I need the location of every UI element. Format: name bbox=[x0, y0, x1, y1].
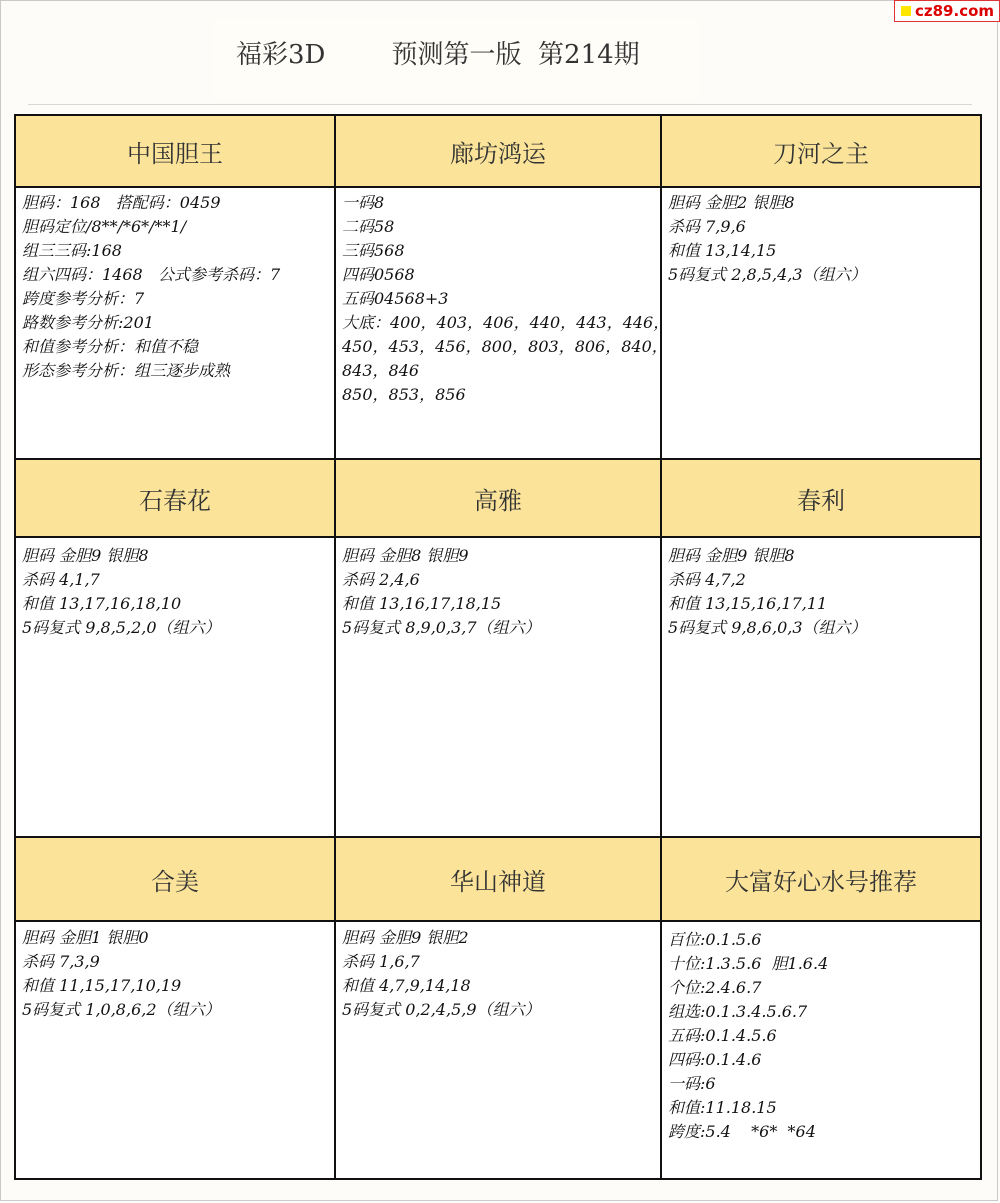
content-line: 路数参考分析:201 bbox=[22, 313, 154, 332]
cell-zhongguo-danwang bbox=[16, 116, 336, 460]
content-line: 胆码定位/8**/*6*/**1/ bbox=[22, 217, 187, 236]
cell-title: 石春花 bbox=[16, 460, 334, 538]
content-line: 组选:0.1.3.4.5.6.7 bbox=[668, 1002, 808, 1021]
site-watermark[interactable] bbox=[894, 0, 1000, 22]
cell-title: 刀河之主 bbox=[662, 116, 980, 188]
content-line: 跨度:5.4 *6* *64 bbox=[668, 1122, 816, 1141]
content-line: 大底：400，403，406，440，443，446， bbox=[342, 313, 670, 332]
cell-title: 合美 bbox=[16, 838, 334, 922]
content-line: 和值 13,15,16,17,11 bbox=[668, 594, 828, 613]
cell-chunli bbox=[662, 460, 980, 838]
content-line: 杀码 1,6,7 bbox=[342, 952, 420, 971]
content-line: 十位:1.3.5.6 胆1.6.4 bbox=[668, 954, 829, 973]
content-line: 胆码 金胆9 银胆2 bbox=[342, 928, 469, 947]
content-line: 四码0568 bbox=[342, 265, 415, 284]
content-line: 5码复式 0,2,4,5,9（组六） bbox=[342, 1000, 541, 1019]
content-line: 个位:2.4.6.7 bbox=[668, 978, 762, 997]
cell-huashan-shendao bbox=[336, 838, 662, 1178]
content-line: 杀码 2,4,6 bbox=[342, 570, 420, 589]
content-line: 和值 4,7,9,14,18 bbox=[342, 976, 471, 995]
content-line: 5码复式 2,8,5,4,3（组六） bbox=[668, 265, 867, 284]
cell-content bbox=[342, 544, 656, 640]
content-line: 和值 13,14,15 bbox=[668, 241, 777, 260]
content-line: 5码复式 9,8,5,2,0（组六） bbox=[22, 618, 221, 637]
cell-content bbox=[668, 928, 976, 1144]
content-line: 组三三码:168 bbox=[22, 241, 122, 260]
cell-hemei bbox=[16, 838, 336, 1178]
content-line: 和值参考分析：和值不稳 bbox=[22, 337, 199, 356]
content-line: 一码8 bbox=[342, 193, 385, 212]
content-line: 四码:0.1.4.6 bbox=[668, 1050, 762, 1069]
cell-daohe-zhizhu bbox=[662, 116, 980, 460]
cell-langfang-hongyun bbox=[336, 116, 670, 460]
content-line: 跨度参考分析：7 bbox=[22, 289, 145, 308]
content-line: 杀码 4,7,2 bbox=[668, 570, 746, 589]
cell-shi-chunhua bbox=[16, 460, 336, 838]
content-line: 组六四码：1468 公式参考杀码：7 bbox=[22, 265, 281, 284]
header-divider bbox=[28, 104, 972, 105]
cell-content bbox=[668, 191, 976, 287]
watermark-square-icon bbox=[901, 6, 911, 16]
cell-content bbox=[22, 544, 330, 640]
cell-title: 春利 bbox=[662, 460, 980, 538]
content-line: 一码:6 bbox=[668, 1074, 716, 1093]
prediction-grid bbox=[14, 114, 982, 1180]
content-line: 和值 11,15,17,10,19 bbox=[22, 976, 182, 995]
cell-dafu-haoxinshui bbox=[662, 838, 980, 1178]
content-line: 百位:0.1.5.6 bbox=[668, 930, 762, 949]
content-line: 5码复式 1,0,8,6,2（组六） bbox=[22, 1000, 221, 1019]
content-line: 杀码 7,9,6 bbox=[668, 217, 746, 236]
content-line: 形态参考分析：组三逐步成熟 bbox=[22, 361, 231, 380]
content-line: 5码复式 8,9,0,3,7（组六） bbox=[342, 618, 541, 637]
content-line: 胆码 金胆9 银胆8 bbox=[22, 546, 149, 565]
content-line: 和值 13,17,16,18,10 bbox=[22, 594, 182, 613]
cell-title: 大富好心水号推荐 bbox=[662, 838, 980, 922]
cell-content bbox=[22, 926, 330, 1022]
content-line: 胆码 金胆9 银胆8 bbox=[668, 546, 795, 565]
content-line: 杀码 4,1,7 bbox=[22, 570, 100, 589]
content-line: 五码:0.1.4.5.6 bbox=[668, 1026, 777, 1045]
cell-content bbox=[668, 544, 976, 640]
content-line: 三码568 bbox=[342, 241, 405, 260]
content-line: 和值 13,16,17,18,15 bbox=[342, 594, 502, 613]
content-line: 850，853，856 bbox=[342, 385, 466, 404]
page-title: 福彩3D 预测第一版 第214期 bbox=[236, 40, 640, 70]
cell-title: 华山神道 bbox=[336, 838, 660, 922]
content-line: 843，846 bbox=[342, 361, 420, 380]
content-line: 和值:11.18.15 bbox=[668, 1098, 777, 1117]
content-line: 5码复式 9,8,6,0,3（组六） bbox=[668, 618, 867, 637]
cell-content bbox=[342, 191, 670, 407]
content-line: 杀码 7,3,9 bbox=[22, 952, 100, 971]
content-line: 450，453，456，800，803，806，840， bbox=[342, 337, 668, 356]
content-line: 二码58 bbox=[342, 217, 395, 236]
cell-content bbox=[22, 191, 330, 383]
cell-content bbox=[342, 926, 656, 1022]
content-line: 胆码 金胆8 银胆9 bbox=[342, 546, 469, 565]
content-line: 五码04568+3 bbox=[342, 289, 449, 308]
watermark-text: cz89.com bbox=[915, 2, 995, 20]
content-line: 胆码：168 搭配码：0459 bbox=[22, 193, 221, 212]
cell-gaoya bbox=[336, 460, 662, 838]
content-line: 胆码 金胆2 银胆8 bbox=[668, 193, 795, 212]
content-line: 胆码 金胆1 银胆0 bbox=[22, 928, 149, 947]
cell-title: 廊坊鸿运 bbox=[336, 116, 660, 188]
cell-title: 高雅 bbox=[336, 460, 660, 538]
cell-title: 中国胆王 bbox=[16, 116, 334, 188]
